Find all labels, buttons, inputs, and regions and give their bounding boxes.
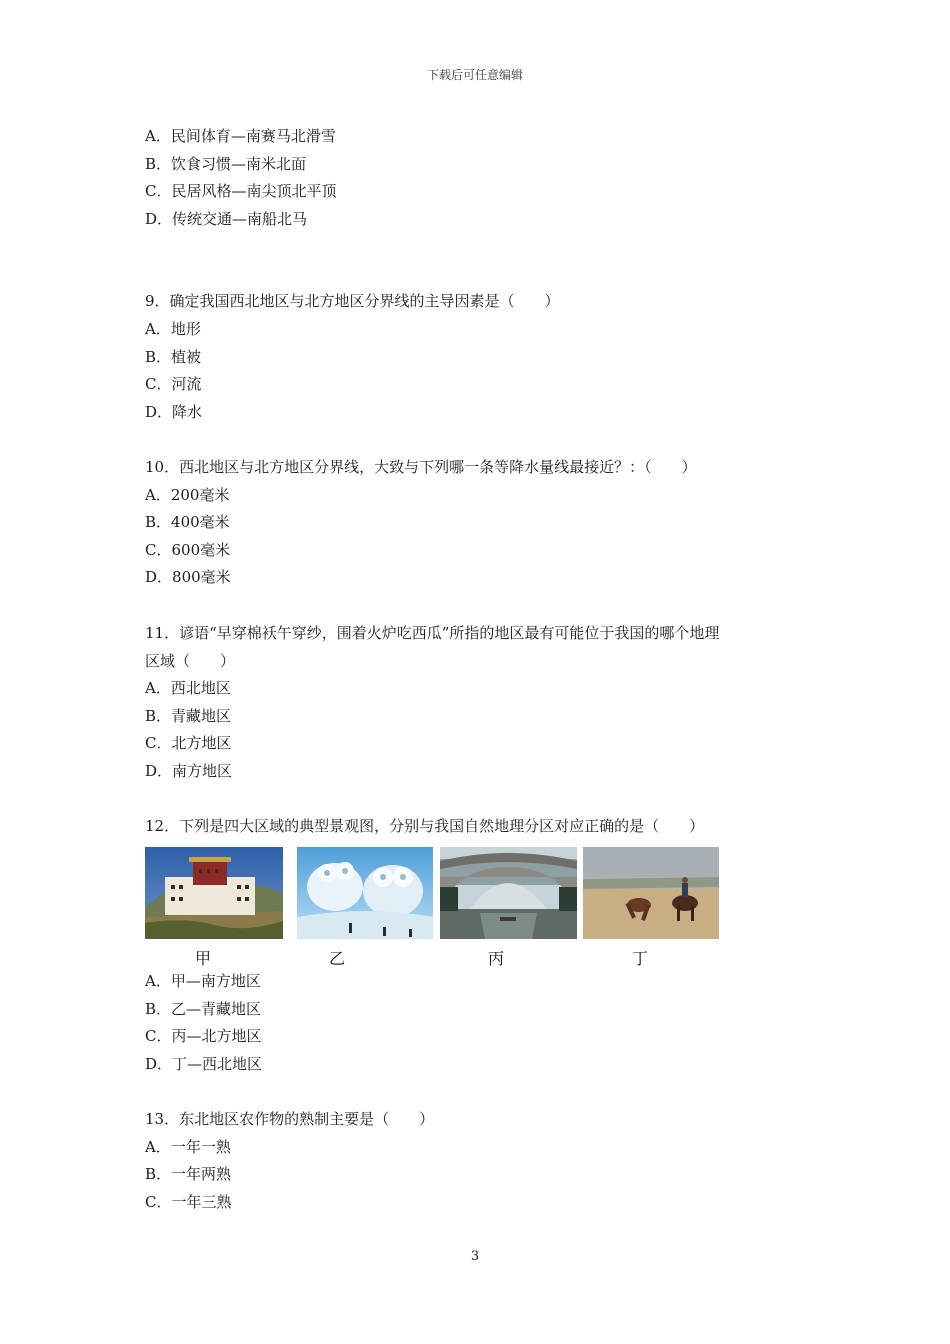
q12-option-c: C．丙—北方地区	[145, 1027, 262, 1045]
q9-stem: 9．确定我国西北地区与北方地区分界线的主导因素是（ ）	[145, 292, 560, 310]
image-caption-ding: 丁	[632, 949, 649, 968]
q8-option-b: B．饮食习惯—南米北面	[145, 155, 307, 173]
q11-option-b: B．青藏地区	[145, 707, 232, 725]
q13-stem: 13．东北地区农作物的熟制主要是（ ）	[145, 1110, 435, 1128]
q10-option-d: D．800毫米	[145, 568, 231, 586]
image-caption-yi: 乙	[329, 949, 346, 968]
q8-option-c: C．民居风格—南尖顶北平顶	[145, 182, 337, 200]
q13-option-c: C．一年三熟	[145, 1193, 232, 1211]
q12-option-b: B．乙—青藏地区	[145, 1000, 262, 1018]
q9-option-b: B．植被	[145, 348, 202, 366]
page-number: 3	[470, 1249, 480, 1264]
q11-option-c: C．北方地区	[145, 734, 232, 752]
q11-option-a: A．西北地区	[145, 679, 231, 697]
page-header: 下载后可任意编辑	[426, 68, 523, 82]
potala-palace-image	[145, 847, 283, 939]
q11-stem-line1: 11．谚语“早穿棉袄午穿纱，围着火炉吃西瓜”所指的地区最有可能位于我国的哪个地理	[145, 624, 720, 642]
q11-stem-line2: 区域（ ）	[145, 652, 236, 670]
q8-option-a: A．民间体育—南赛马北滑雪	[145, 127, 336, 145]
q11-option-d: D．南方地区	[145, 762, 233, 780]
q10-option-a: A．200毫米	[145, 486, 230, 504]
q12-option-a: A．甲—南方地区	[145, 972, 261, 990]
ice-snow-sculpture-image	[297, 847, 433, 939]
q12-option-d: D．丁—西北地区	[145, 1055, 263, 1073]
q10-stem: 10．西北地区与北方地区分界线，大致与下列哪一条等降水量线最接近？：（ ）	[145, 458, 697, 476]
q9-option-c: C．河流	[145, 375, 202, 393]
q9-option-a: A．地形	[145, 320, 201, 338]
stone-bridge-water-town-image	[440, 847, 577, 939]
q10-option-c: C．600毫米	[145, 541, 231, 559]
q13-option-b: B．一年两熟	[145, 1165, 232, 1183]
q10-option-b: B．400毫米	[145, 513, 230, 531]
q12-stem: 12．下列是四大区域的典型景观图，分别与我国自然地理分区对应正确的是（ ）	[145, 817, 705, 835]
q13-option-a: A．一年一熟	[145, 1138, 231, 1156]
image-caption-jia: 甲	[195, 949, 212, 968]
q9-option-d: D．降水	[145, 403, 203, 421]
image-caption-bing: 丙	[488, 949, 505, 968]
grassland-horse-riding-image	[583, 847, 719, 939]
q8-option-d: D．传统交通—南船北马	[145, 210, 308, 228]
